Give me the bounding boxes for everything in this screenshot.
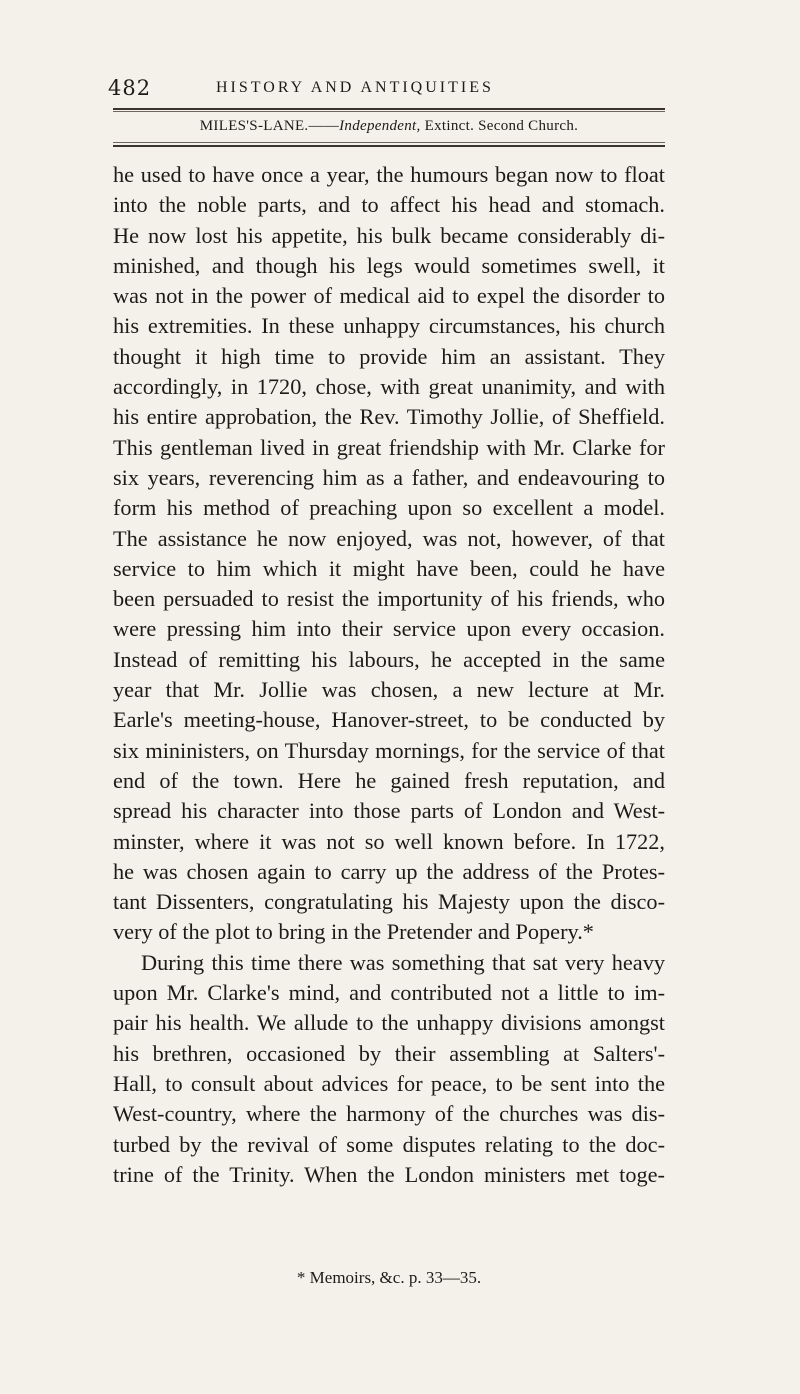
- section-denomination: Independent,: [339, 118, 421, 134]
- text-line: turbed by the revival of some disputes relating to the doc-: [113, 1131, 665, 1157]
- text-line: spread his character into those parts of London and West-: [113, 798, 665, 824]
- text-line: The assistance he now enjoyed, was not, however, of that: [113, 525, 665, 551]
- text-line: Hall, to consult about advices for peace, to be sent into the: [113, 1070, 665, 1096]
- text-line: This gentleman lived in great friendship with Mr. Clarke for: [113, 434, 665, 460]
- text-line: were pressing him into their service upon every occasion.: [113, 616, 665, 642]
- text-line: Instead of remitting his labours, he accepted in the same: [113, 646, 665, 672]
- paragraph-start-line: During this time there was something that sat very heavy: [141, 949, 665, 975]
- text-line: his entire approbation, the Rev. Timothy Jollie, of Sheffield.: [113, 404, 665, 430]
- running-title: HISTORY AND ANTIQUITIES: [216, 79, 494, 96]
- text-line: he used to have once a year, the humours began now to float: [113, 162, 665, 187]
- page-number: 482: [108, 76, 152, 100]
- footnote: * Memoirs, &c. p. 33—35.: [296, 1268, 482, 1287]
- text-line: Earle's meeting-house, Hanover-street, to be conducted by: [113, 707, 665, 733]
- running-head: [108, 74, 668, 104]
- text-line: was not in the power of medical aid to expel the disorder to: [113, 283, 665, 309]
- text-line: very of the plot to bring in the Pretender and Popery.*: [113, 919, 594, 945]
- text-line: form his method of preaching upon so excellent a model.: [113, 495, 665, 521]
- text-line: his extremities. In these unhappy circumstances, his church: [113, 313, 665, 339]
- text-line: year that Mr. Jollie was chosen, a new lecture at Mr.: [113, 677, 665, 703]
- text-line: into the noble parts, and to affect his head and stomach.: [113, 192, 665, 218]
- text-line: end of the town. Here he gained fresh reputation, and: [113, 767, 665, 793]
- text-line: his brethren, occasioned by their assembling at Salters'-: [113, 1040, 665, 1066]
- header-rule-top-thin: [113, 111, 665, 112]
- text-line: West-country, where the harmony of the churches was dis-: [113, 1101, 665, 1127]
- header-rule-bottom: [113, 145, 665, 147]
- text-line: six years, reverencing him as a father, and endeavouring to: [113, 464, 665, 490]
- section-status: Extinct. Second Church.: [420, 118, 579, 134]
- text-line: six mininisters, on Thursday mornings, for the service of that: [113, 737, 665, 763]
- body-text: [113, 160, 665, 1190]
- text-line: minished, and though his legs would sometimes swell, it: [113, 252, 665, 278]
- text-line: He now lost his appetite, his bulk became considerably di-: [113, 222, 665, 248]
- header-rule-bottom-thin: [113, 142, 665, 143]
- header-rule-top: [113, 108, 665, 110]
- text-line: tant Dissenters, congratulating his Majesty upon the disco-: [113, 889, 665, 915]
- section-separator: ——: [308, 118, 340, 134]
- section-place: MILES'S-LANE.: [199, 118, 309, 134]
- text-line: thought it high time to provide him an assistant. They: [113, 343, 665, 369]
- text-line: service to him which it might have been, could he have: [113, 555, 665, 581]
- text-line: he was chosen again to carry up the address of the Protes-: [113, 858, 665, 884]
- section-heading: [113, 118, 665, 135]
- text-line: minster, where it was not so well known before. In 1722,: [113, 828, 665, 854]
- text-line: upon Mr. Clarke's mind, and contributed not a little to im-: [113, 980, 665, 1006]
- text-line: accordingly, in 1720, chose, with great unanimity, and with: [113, 374, 665, 400]
- text-line: been persuaded to resist the importunity of his friends, who: [113, 586, 665, 612]
- text-line: pair his health. We allude to the unhappy divisions amongst: [113, 1010, 665, 1036]
- text-line: trine of the Trinity. When the London ministers met toge-: [113, 1161, 665, 1187]
